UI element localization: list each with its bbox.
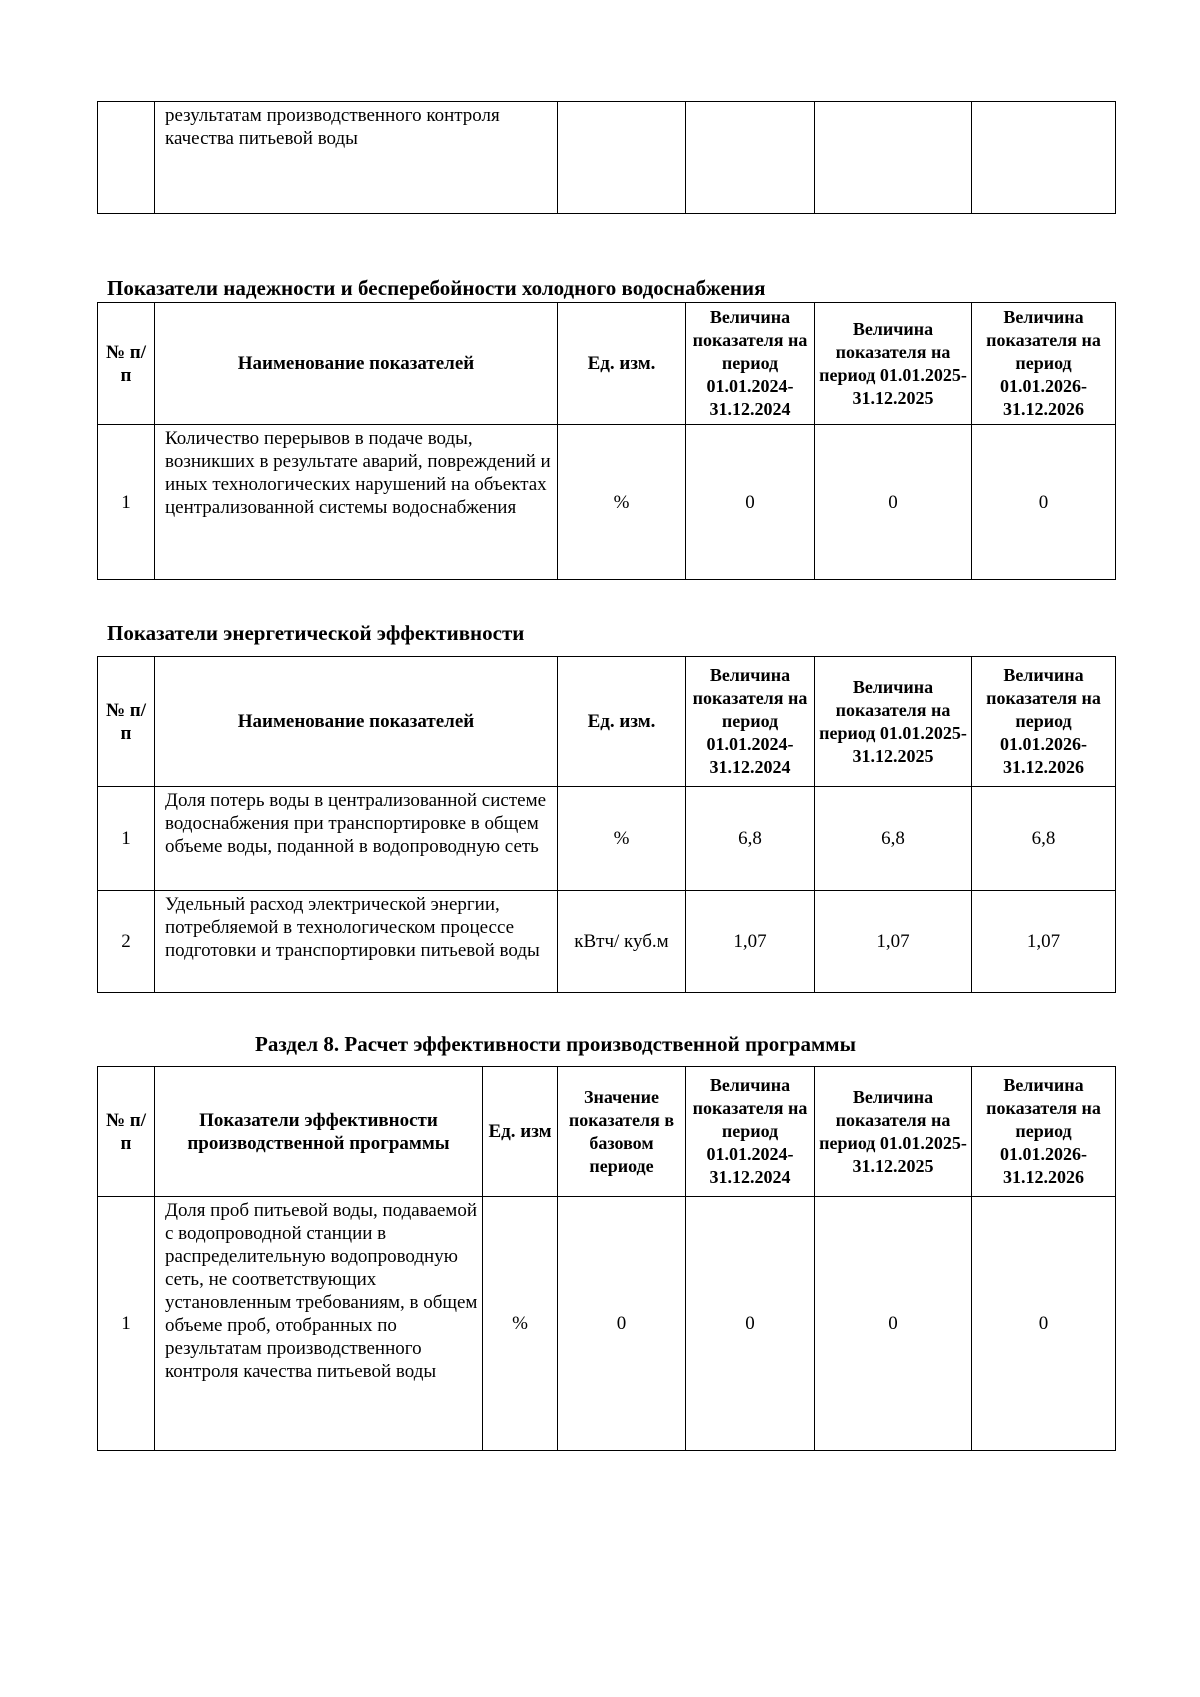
cell-2024: 6,8 (686, 787, 815, 891)
cell-num (98, 102, 155, 214)
cell-2026: 1,07 (972, 891, 1116, 993)
table-section-8 (97, 1066, 1116, 1451)
table-row (98, 425, 1116, 580)
table-header-row (98, 1067, 1116, 1197)
table-row (98, 787, 1116, 891)
cell-num: 1 (98, 787, 155, 891)
cell-2025: 1,07 (815, 891, 972, 993)
cell-unit: % (558, 787, 686, 891)
cell-2025: 0 (815, 1197, 972, 1451)
header-unit: Ед. изм. (558, 303, 686, 425)
cell-name: Доля проб питьевой воды, подаваемой с водопроводной станции в распределительную водопроводную сеть, не соответствующих установленным требованиям, в общем объеме проб, отобранных по результатам производственного контроля качества питьевой воды (155, 1197, 483, 1451)
cell-2024 (686, 102, 815, 214)
header-num: № п/п (98, 303, 155, 425)
section-title-reliability: Показатели надежности и бесперебойности холодного водоснабжения (107, 276, 766, 300)
header-name: Наименование показателей (155, 303, 558, 425)
cell-base: 0 (558, 1197, 686, 1451)
table-reliability (97, 302, 1116, 580)
header-period-2024: Величина показателя на период 01.01.2024-31.12.2024 (686, 303, 815, 425)
cell-unit: % (558, 425, 686, 580)
table-row (98, 1197, 1116, 1451)
cell-name: результатам производственного контроля качества питьевой воды (155, 102, 558, 214)
table-header-row (98, 657, 1116, 787)
header-unit: Ед. изм (483, 1067, 558, 1197)
cell-2026 (972, 102, 1116, 214)
cell-2025 (815, 102, 972, 214)
cell-num: 1 (98, 1197, 155, 1451)
cell-name: Удельный расход электрической энергии, потребляемой в технологическом процессе подготовки и транспортировки питьевой воды (155, 891, 558, 993)
cell-name: Доля потерь воды в централизованной системе водоснабжения при транспортировке в общем объеме воды, поданной в водопроводную сеть (155, 787, 558, 891)
header-period-2025: Величина показателя на период 01.01.2025-31.12.2025 (815, 303, 972, 425)
cell-unit: % (483, 1197, 558, 1451)
cell-2025: 0 (815, 425, 972, 580)
cell-name: Количество перерывов в подаче воды, возникших в результате аварий, повреждений и иных технологических нарушений на объектах централизованной системы водоснабжения (155, 425, 558, 580)
header-name: Наименование показателей (155, 657, 558, 787)
cell-unit: кВтч/ куб.м (558, 891, 686, 993)
header-period-2024: Величина показателя на период 01.01.2024-31.12.2024 (686, 657, 815, 787)
cell-2026: 0 (972, 1197, 1116, 1451)
header-period-2026: Величина показателя на период 01.01.2026-31.12.2026 (972, 657, 1116, 787)
section-title-8: Раздел 8. Расчет эффективности производственной программы (255, 1032, 856, 1056)
table-row (98, 102, 1116, 214)
header-period-2025: Величина показателя на период 01.01.2025-31.12.2025 (815, 657, 972, 787)
header-period-2025: Величина показателя на период 01.01.2025-31.12.2025 (815, 1067, 972, 1197)
cell-2026: 6,8 (972, 787, 1116, 891)
section-title-energy: Показатели энергетической эффективности (107, 621, 525, 645)
cell-2026: 0 (972, 425, 1116, 580)
header-period-2026: Величина показателя на период 01.01.2026-31.12.2026 (972, 1067, 1116, 1197)
header-period-2026: Величина показателя на период 01.01.2026-31.12.2026 (972, 303, 1116, 425)
cell-2024: 0 (686, 425, 815, 580)
cell-num: 1 (98, 425, 155, 580)
cell-2024: 0 (686, 1197, 815, 1451)
cell-num: 2 (98, 891, 155, 993)
cell-unit (558, 102, 686, 214)
header-base: Значение показателя в базовом периоде (558, 1067, 686, 1197)
header-period-2024: Величина показателя на период 01.01.2024-31.12.2024 (686, 1067, 815, 1197)
header-num: № п/п (98, 657, 155, 787)
header-name: Показатели эффективности производственной программы (155, 1067, 483, 1197)
table-energy (97, 656, 1116, 993)
cell-2025: 6,8 (815, 787, 972, 891)
header-num: № п/п (98, 1067, 155, 1197)
header-unit: Ед. изм. (558, 657, 686, 787)
cell-2024: 1,07 (686, 891, 815, 993)
table-row (98, 891, 1116, 993)
table-header-row (98, 303, 1116, 425)
table-top-fragment (97, 101, 1116, 214)
